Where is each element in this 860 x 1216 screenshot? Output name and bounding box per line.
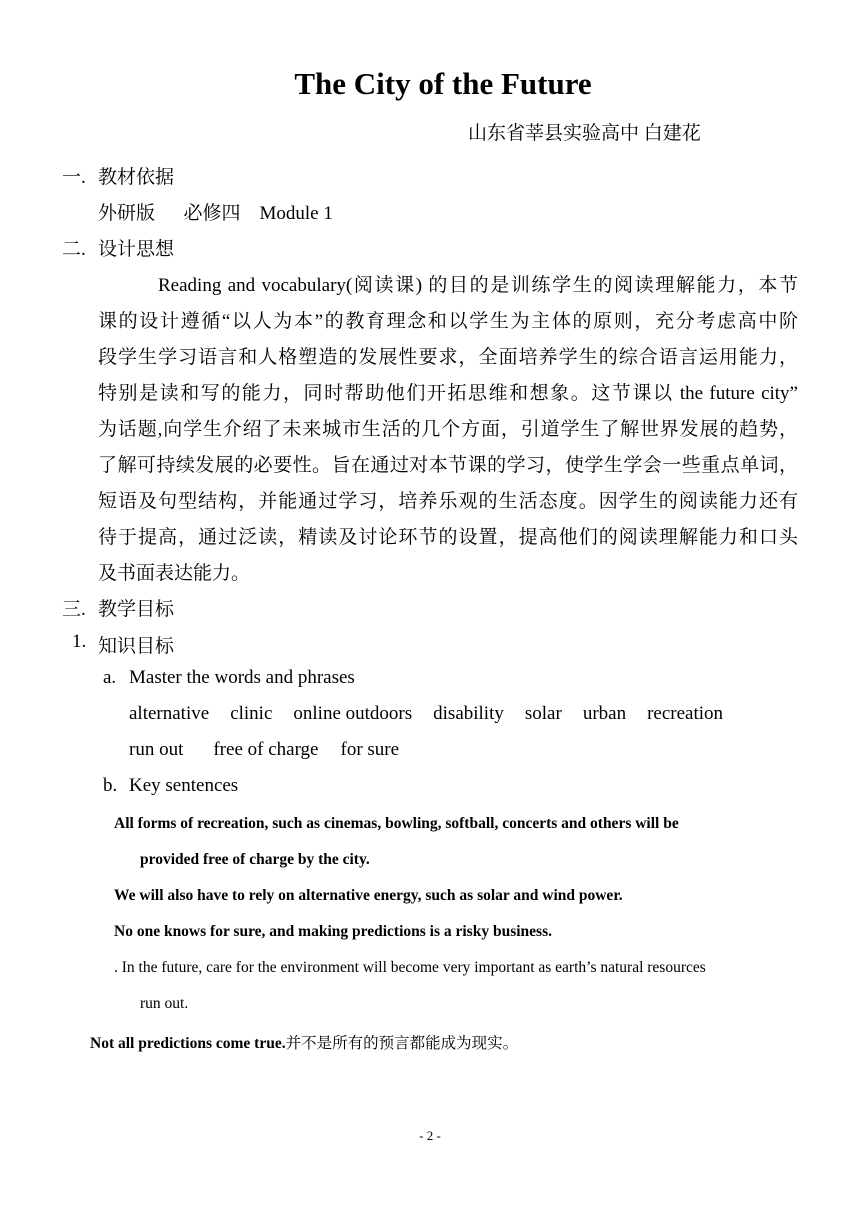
vocab-word: urban	[582, 703, 627, 724]
section-2-number: 二.	[62, 239, 86, 260]
paragraph-line: 及书面表达能力。	[98, 563, 251, 584]
section-2-heading: 设计思想	[98, 239, 175, 260]
paragraph-line: 为话题,向学生介绍了未来城市生活的几个方面，引道学生了解世界发展的趋势，	[98, 419, 798, 440]
author-line: 山东省莘县实验高中 白建花	[468, 123, 701, 144]
section-1-number: 一.	[62, 167, 86, 188]
paragraph-line: Reading and vocabulary(阅读课) 的目的是训练学生的阅读理解能力，本节	[158, 275, 798, 296]
item-b-label: b.	[103, 775, 118, 796]
subsection-1-heading: 知识目标	[98, 636, 175, 657]
vocab-word: clinic	[230, 703, 273, 724]
section-1-content: 外研版 必修四 Module 1	[98, 203, 333, 224]
paragraph-line: 短语及句型结构，并能通过学习，培养乐观的生活态度。因学生的阅读能力还有	[98, 491, 798, 512]
section-1-heading: 教材依据	[98, 167, 175, 188]
page-number: - 2 -	[419, 1128, 441, 1143]
vocab-word: disability	[433, 703, 504, 724]
vocab-word: free of charge	[213, 739, 319, 760]
final-sentence-english: Not all predictions come true.	[90, 1035, 286, 1052]
paragraph-line: 了解可持续发展的必要性。旨在通过对本节课的学习，使学生学会一些重点单词，	[98, 455, 798, 476]
vocab-word: online outdoors	[293, 703, 413, 724]
final-sentence	[90, 1031, 518, 1053]
item-a-label: a.	[103, 667, 117, 688]
vocabulary-words-line-1	[129, 703, 723, 725]
section-3-heading: 教学目标	[98, 599, 175, 620]
paragraph-line: 特别是读和写的能力，同时帮助他们开拓思维和想象。这节课以 the future city”	[98, 383, 798, 404]
key-sentence: We will also have to rely on alternative energy, such as solar and wind power.	[114, 887, 623, 904]
final-sentence-chinese: 并不是所有的预言都能成为现实。	[285, 1035, 519, 1052]
key-sentence: All forms of recreation, such as cinemas, bowling, softball, concerts and others will be	[114, 815, 679, 832]
paragraph-line: 课的设计遵循“以人为本”的教育理念和以学生为主体的原则，充分考虑高中阶	[98, 311, 798, 332]
vocab-word: alternative	[129, 703, 210, 724]
vocab-word: recreation	[647, 703, 724, 724]
item-a-text: Master the words and phrases	[129, 667, 355, 688]
vocabulary-words-line-2	[129, 739, 399, 761]
key-sentence: . In the future, care for the environment will become very important as earth’s natural resources	[114, 959, 706, 976]
key-sentence: No one knows for sure, and making predictions is a risky business.	[114, 923, 552, 940]
section-3-number: 三.	[62, 599, 86, 620]
document-title: The City of the Future	[294, 66, 592, 101]
paragraph-line: 待于提高，通过泛读，精读及讨论环节的设置，提高他们的阅读理解能力和口头	[98, 527, 798, 548]
key-sentence-continuation: provided free of charge by the city.	[140, 851, 370, 868]
subsection-1-number: 1.	[72, 631, 87, 652]
vocab-word: for sure	[340, 739, 400, 760]
vocab-word: run out	[129, 739, 184, 760]
vocab-word: solar	[524, 703, 562, 724]
item-b-text: Key sentences	[129, 775, 239, 796]
paragraph-line: 段学生学习语言和人格塑造的发展性要求，全面培养学生的综合语言运用能力，	[98, 347, 798, 368]
key-sentence-continuation: run out.	[140, 995, 189, 1012]
